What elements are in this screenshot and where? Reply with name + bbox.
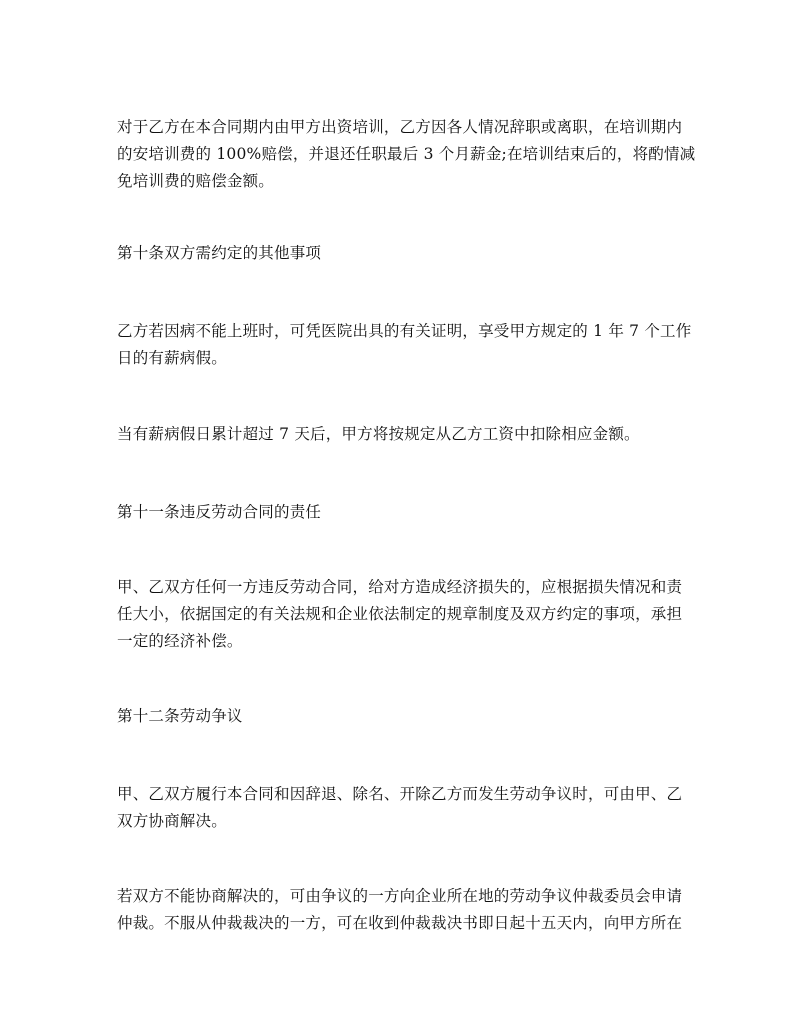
paragraph-sick-leave-excess xyxy=(117,421,683,448)
text-line: 若双方不能协商解决的，可由争议的一方向企业所在地的劳动争议仲裁委员会申请 xyxy=(117,887,683,905)
heading-text: 第十一条违反劳动合同的责任 xyxy=(117,503,322,521)
text-line: 日的有薪病假。 xyxy=(117,349,227,367)
text-line: 甲、乙双方履行本合同和因辞退、除名、开除乙方而发生劳动争议时，可由甲、乙 xyxy=(117,785,683,803)
text-line: 任大小，依据国定的有关法规和企业依法制定的规章制度及双方约定的事项，承担 xyxy=(117,605,683,623)
text-line: 甲、乙双方任何一方违反劳动合同，给对方造成经济损失的，应根据损失情况和责 xyxy=(117,578,683,596)
text-line: 乙方若因病不能上班时，可凭医院出具的有关证明，享受甲方规定的 1 年 7 个工作 xyxy=(117,322,692,340)
article-12-heading xyxy=(117,703,683,730)
heading-text: 第十条双方需约定的其他事项 xyxy=(117,244,322,262)
heading-text: 第十二条劳动争议 xyxy=(117,707,243,725)
text-line: 免培训费的赔偿金额。 xyxy=(117,172,275,190)
paragraph-dispute-arbitration xyxy=(117,883,683,937)
paragraph-sick-leave xyxy=(117,318,692,372)
text-line: 对于乙方在本合同期内由甲方出资培训，乙方因各人情况辞职或离职，在培训期内 xyxy=(117,118,683,136)
text-line: 一定的经济补偿。 xyxy=(117,632,243,650)
article-11-heading xyxy=(117,499,683,526)
paragraph-dispute-negotiation xyxy=(117,781,683,835)
text-line: 的安培训费的 100%赔偿，并退还任职最后 3 个月薪金;在培训结束后的，将酌情减 xyxy=(117,145,696,163)
text-line: 双方协商解决。 xyxy=(117,812,227,830)
text-line: 当有薪病假日累计超过 7 天后，甲方将按规定从乙方工资中扣除相应金额。 xyxy=(117,425,640,443)
paragraph-breach-liability xyxy=(117,574,683,655)
text-line: 仲裁。不服从仲裁裁决的一方，可在收到仲裁裁决书即日起十五天内，向甲方所在 xyxy=(117,914,683,932)
article-10-heading xyxy=(117,240,683,267)
paragraph-training-compensation xyxy=(117,114,696,195)
